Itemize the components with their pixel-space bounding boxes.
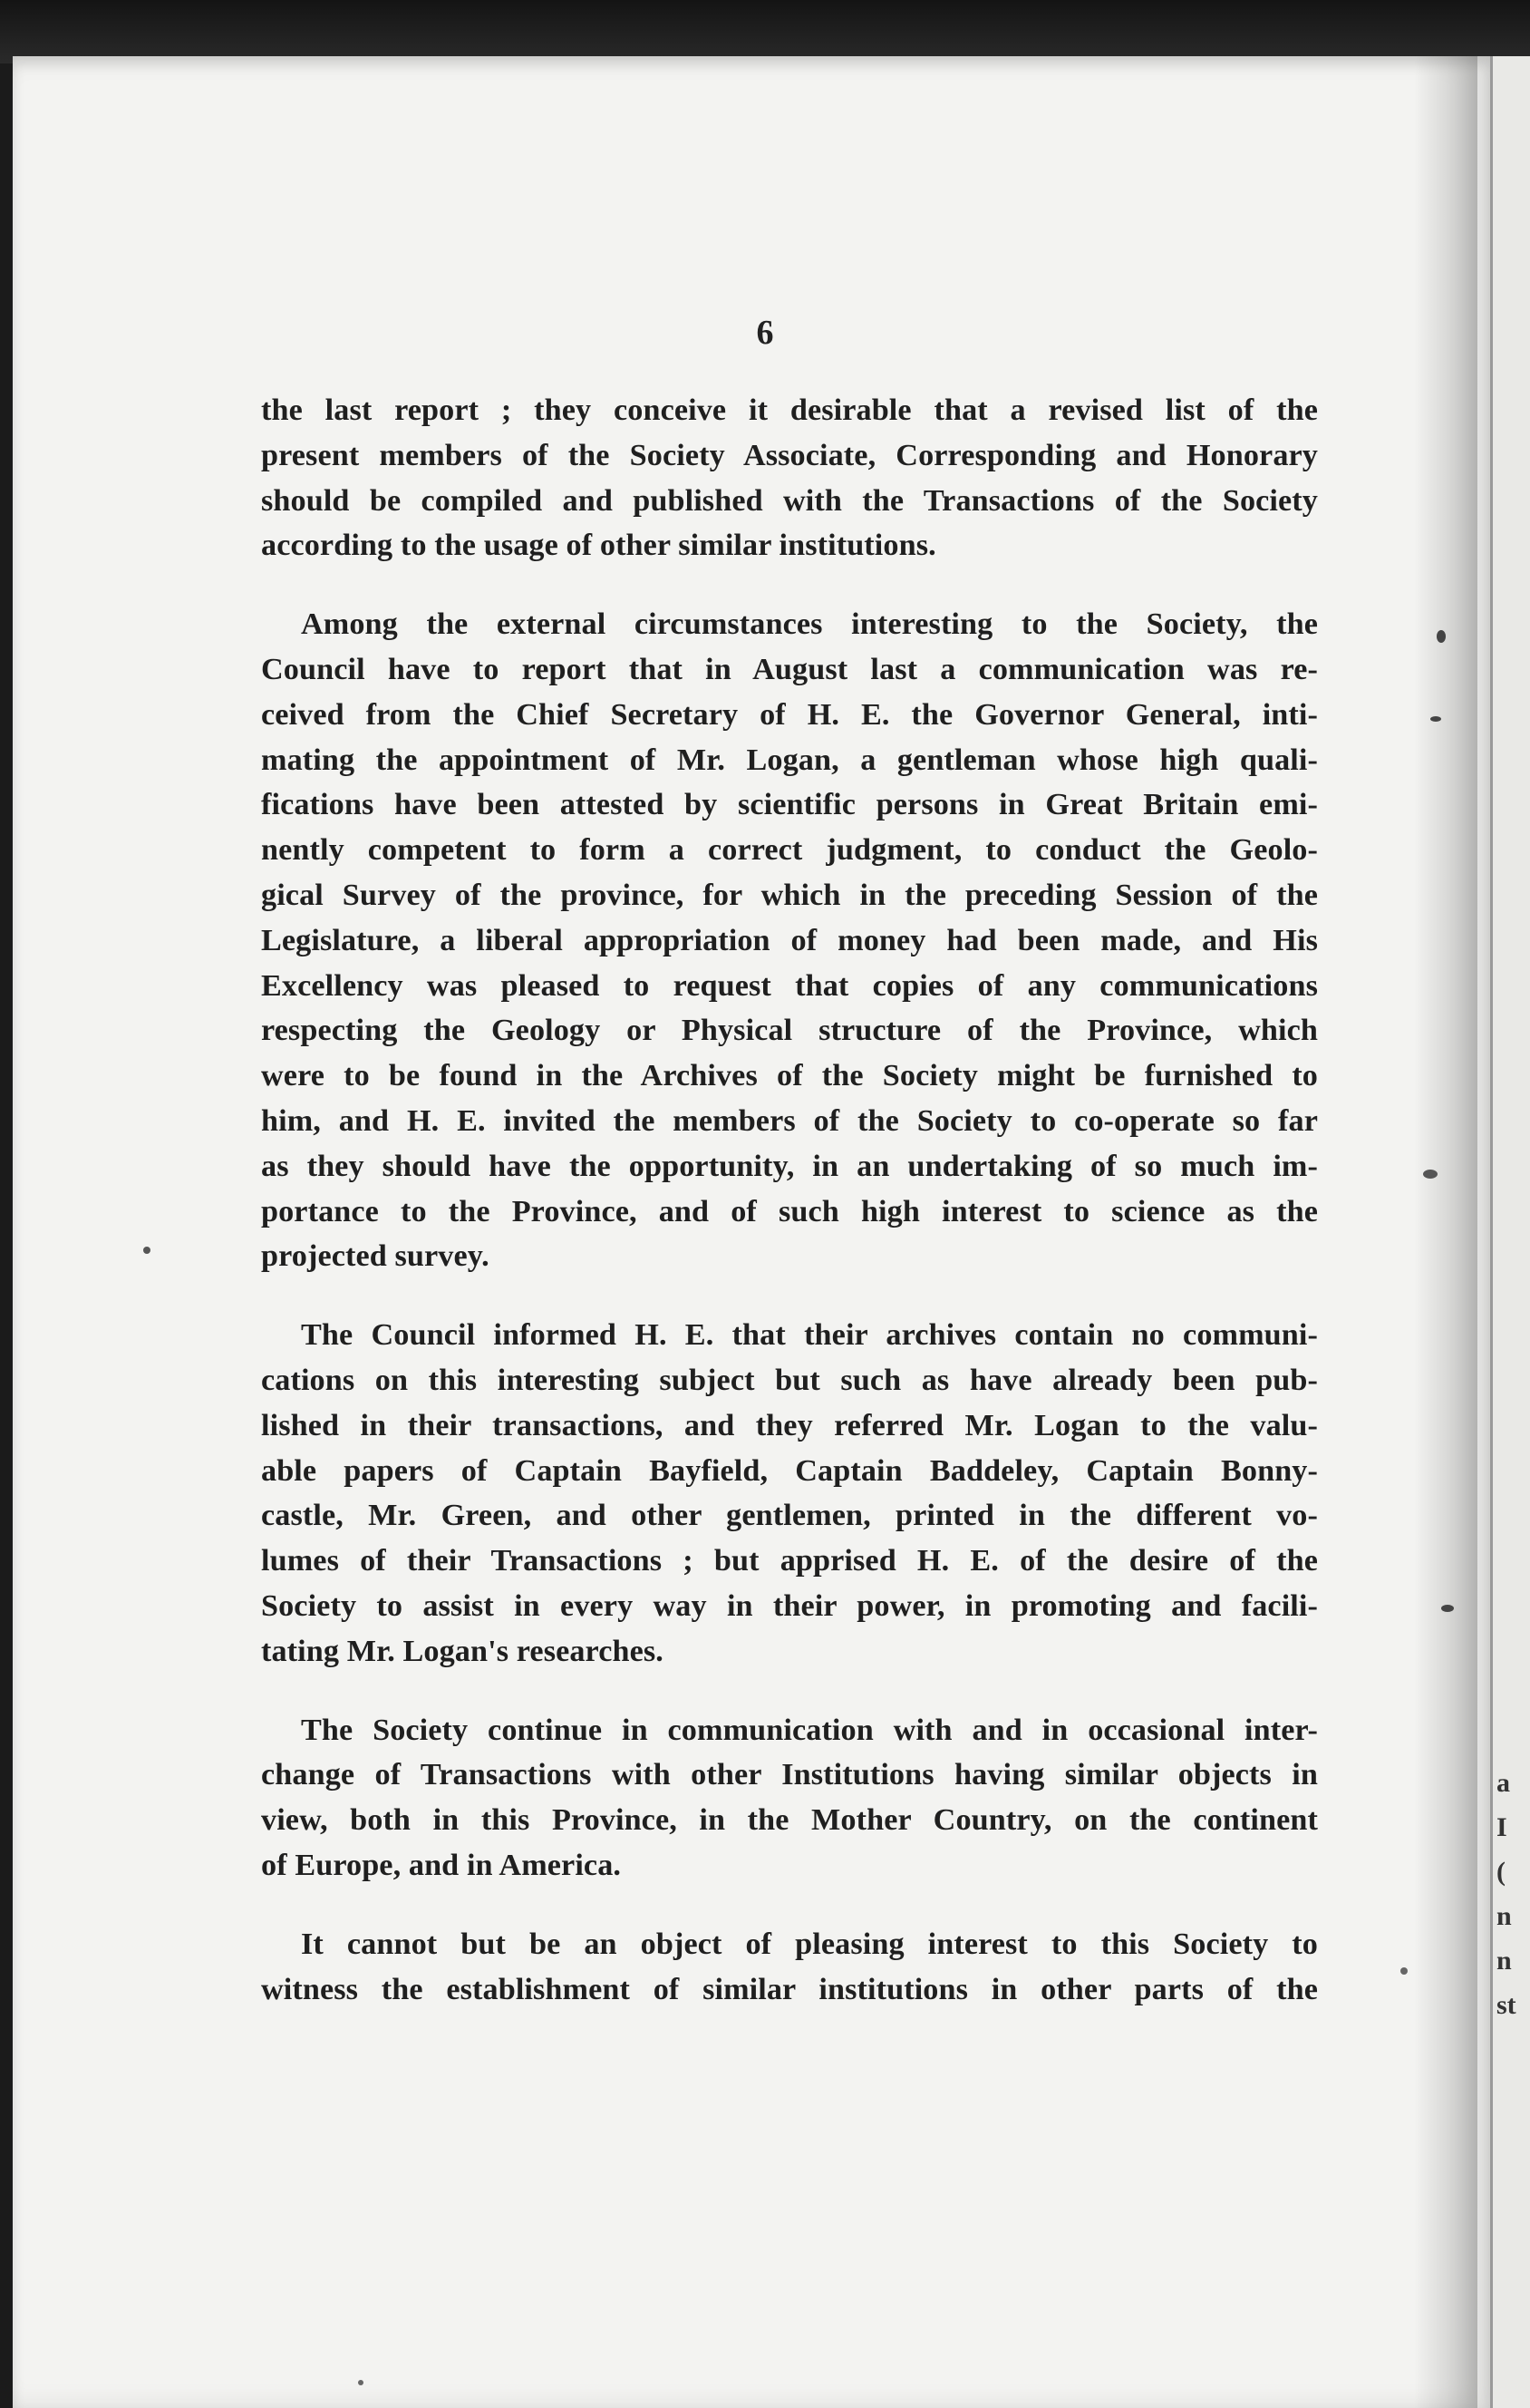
- scan-speck: [1423, 1170, 1438, 1179]
- text-line: of Europe, and in America.: [261, 1848, 622, 1882]
- paragraph-5: [261, 1922, 1318, 2013]
- text-line: The Society continue in communication with and in occasional inter-: [301, 1713, 1318, 1747]
- text-line: It cannot but be an object of pleasing interest to this Society to: [301, 1927, 1318, 1961]
- text-line: ceived from the Chief Secretary of H. E. the Governor General, inti-: [261, 697, 1318, 732]
- text-line: tating Mr. Logan's researches.: [261, 1634, 663, 1668]
- text-line: present members of the Society Associate, Corresponding and Honorary: [261, 438, 1318, 472]
- adjacent-page-fragment: I: [1496, 1812, 1507, 1842]
- text-line: The Council informed H. E. that their archives contain no communi-: [301, 1318, 1318, 1353]
- text-line: lumes of their Transactions ; but apprised H. E. of the desire of the: [261, 1544, 1318, 1578]
- paragraph-2: [261, 602, 1318, 1279]
- adjacent-page-edge: [1490, 56, 1530, 2408]
- text-line: were to be found in the Archives of the Society might be furnished to: [261, 1059, 1318, 1093]
- body-text: [261, 388, 1318, 2045]
- text-line: mating the appointment of Mr. Logan, a gentleman whose high quali-: [261, 743, 1318, 777]
- text-line: fications have been attested by scientific persons in Great Britain emi-: [261, 788, 1318, 822]
- scan-speck: [1400, 1967, 1408, 1975]
- text-line: lished in their transactions, and they referred Mr. Logan to the valu-: [261, 1408, 1318, 1442]
- text-line: portance to the Province, and of such high interest to science as the: [261, 1194, 1318, 1228]
- page-binding-shadow: [1414, 56, 1477, 2408]
- text-line: able papers of Captain Bayfield, Captain Baddeley, Captain Bonny-: [261, 1453, 1318, 1488]
- scan-speck: [1441, 1605, 1454, 1612]
- text-line: change of Transactions with other Institutions having similar objects in: [261, 1758, 1318, 1792]
- scan-speck: [1437, 630, 1446, 643]
- adjacent-page-fragment: (: [1496, 1857, 1506, 1887]
- text-line: view, both in this Province, in the Mother Country, on the continent: [261, 1803, 1318, 1838]
- paragraph-3: [261, 1313, 1318, 1674]
- scan-background-top: [0, 0, 1530, 63]
- text-line: nently competent to form a correct judgment, to conduct the Geolo-: [261, 833, 1318, 868]
- text-line: him, and H. E. invited the members of the Society to co-operate so far: [261, 1103, 1318, 1138]
- text-line: the last report ; they conceive it desirable that a revised list of the: [261, 393, 1318, 427]
- scan-speck: [1430, 716, 1441, 722]
- paragraph-4: [261, 1708, 1318, 1889]
- text-line: should be compiled and published with the Transactions of the Society: [261, 483, 1318, 518]
- text-line: Society to assist in every way in their power, in promoting and facili-: [261, 1588, 1318, 1623]
- text-line: respecting the Geology or Physical structure of the Province, which: [261, 1014, 1318, 1048]
- text-line: Legislature, a liberal appropriation of money had been made, and His: [261, 923, 1318, 957]
- adjacent-page-fragment: n: [1496, 1946, 1512, 1976]
- text-line: according to the usage of other similar institutions.: [261, 529, 936, 563]
- adjacent-page-fragment: st: [1496, 1990, 1516, 2020]
- paragraph-1: [261, 388, 1318, 568]
- text-line: castle, Mr. Green, and other gentlemen, printed in the different vo-: [261, 1499, 1318, 1533]
- text-line: Among the external circumstances interesting to the Society, the: [301, 607, 1318, 642]
- text-line: cations on this interesting subject but such as have already been pub-: [261, 1363, 1318, 1397]
- scan-speck: [143, 1247, 150, 1254]
- text-line: Council have to report that in August last a communication was re-: [261, 652, 1318, 686]
- page-number: 6: [756, 314, 774, 352]
- adjacent-page-fragment: n: [1496, 1901, 1512, 1931]
- text-line: projected survey.: [261, 1239, 489, 1274]
- text-line: as they should have the opportunity, in an undertaking of so much im-: [261, 1149, 1318, 1183]
- adjacent-page-fragment: a: [1496, 1768, 1510, 1798]
- text-line: gical Survey of the province, for which in the preceding Session of the: [261, 878, 1318, 912]
- text-line: witness the establishment of similar institutions in other parts of the: [261, 1972, 1318, 2006]
- scan-speck: [358, 2380, 363, 2385]
- text-line: Excellency was pleased to request that copies of any communications: [261, 968, 1318, 1003]
